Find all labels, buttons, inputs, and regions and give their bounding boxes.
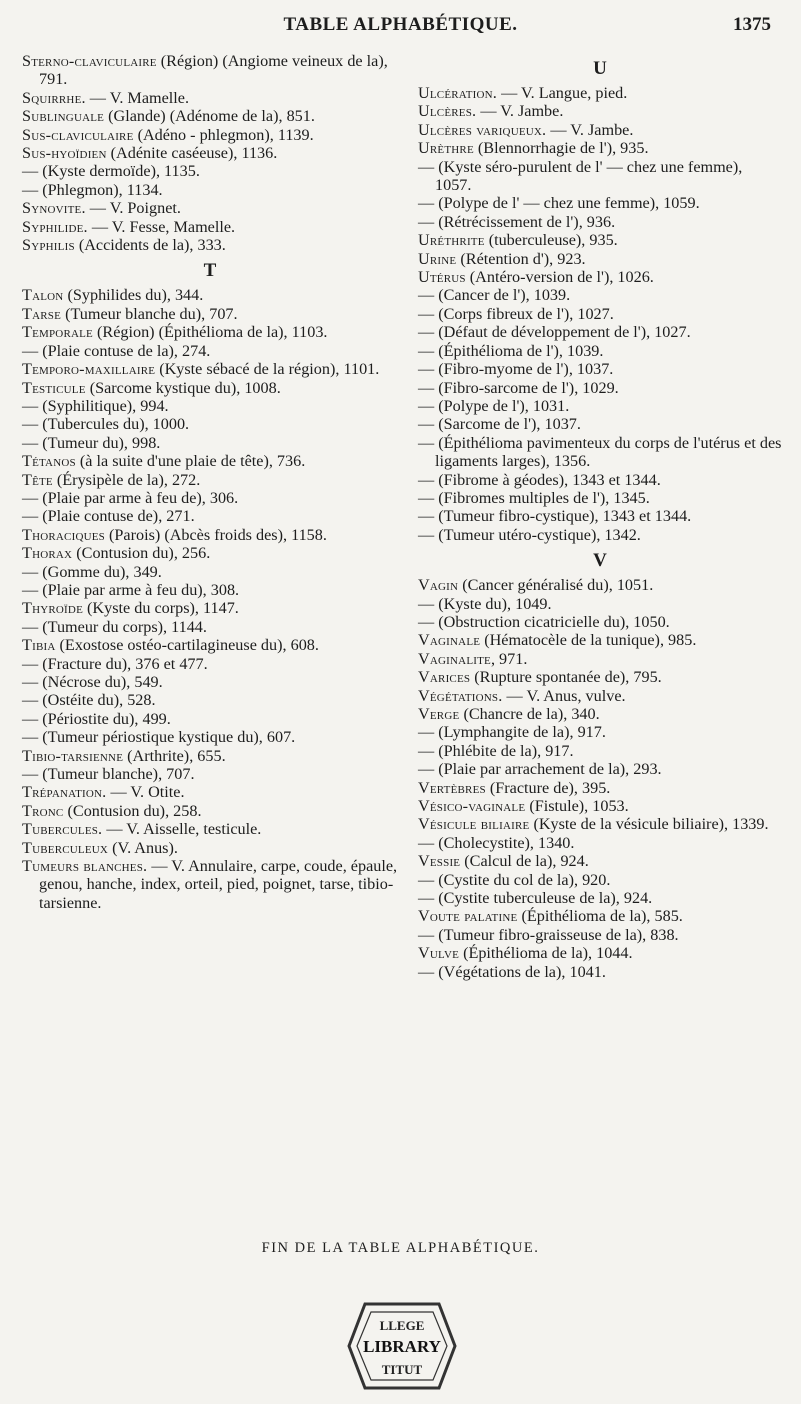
entry-text: — (Plaie par arme à feu du), 308. [22,580,240,599]
index-entry [418,944,782,962]
entry-text: — (Plaie par arme à feu de), 306. [22,488,239,507]
index-entry [418,797,782,815]
index-column-right [418,52,782,981]
entry-text: — (Phlegmon), 1134. [22,180,163,199]
entry-text: (Calcul de la), 924. [460,852,589,871]
entry-text: — (Tumeur du corps), 1144. [22,617,207,636]
index-entry [22,397,398,415]
entry-text: — (Plaie par arrachement de la), 293. [418,760,662,779]
entry-text: (Accidents de la), 333. [74,236,226,255]
index-entry [22,434,398,452]
index-entry [22,305,398,323]
entry-text: (Arthrite), 655. [123,746,226,765]
entry-text: — (Fracture du), 376 et 477. [22,654,208,673]
entry-headword: Trépanation. [22,783,107,802]
index-entry [22,507,398,525]
index-entry [418,397,782,415]
entry-text: (Antéro-version de l'), 1026. [465,268,654,287]
entry-text: — (Corps fibreux de l'), 1027. [418,304,614,323]
entry-headword: Tronc [22,801,64,820]
entry-text: (Glande) (Adénome de la), 851. [104,107,315,126]
entry-text: — (Fibrome à géodes), 1343 et 1344. [418,470,661,489]
index-entry [418,286,782,304]
index-entry [418,926,782,944]
index-entry [418,779,782,797]
entry-text: — (Végétations de la), 1041. [418,962,606,981]
entry-headword: Synovite. [22,199,86,218]
entry-text: — (Tumeur fibro-graisseuse de la), 838. [418,925,679,944]
entry-text: — (Kyste séro-purulent de l' — chez une femme), 1057. [418,157,743,195]
index-entry [22,342,398,360]
entry-text: (Érysipèle de la), 272. [52,470,201,489]
entry-text: (Exostose ostéo-cartilagineuse du), 608. [55,636,319,655]
entry-headword: Uréthrite [418,231,485,250]
index-entry [418,631,782,649]
index-entry [418,687,782,705]
entry-text: — (Tumeur blanche), 707. [22,765,195,784]
index-entry [22,599,398,617]
index-entry [418,852,782,870]
index-entry [22,710,398,728]
index-entry [418,595,782,613]
index-entry [418,907,782,925]
entry-text: — (Gomme du), 349. [22,562,162,581]
page-number: 1375 [733,14,771,35]
index-entry [418,705,782,723]
index-entry [418,650,782,668]
entry-text: — (Épithélioma de l'), 1039. [418,341,604,360]
entry-text: — V. Annulaire, carpe, coude, épaule, genou, hanche, index, orteil, pied, poignet, tarse, tibio-tarsienne. [39,857,398,912]
index-entry [22,144,398,162]
entry-headword: Sus-hyoïdien [22,144,107,163]
index-entry [418,139,782,157]
entry-text: (Région) (Épithélioma de la), 1103. [92,323,328,342]
index-entry [22,820,398,838]
entry-text: (Syphilides du), 344. [63,286,204,305]
entry-text: — (Polype de l' — chez une femme), 1059. [418,194,700,213]
index-entry [22,218,398,236]
index-entry [22,765,398,783]
entry-text: — (Ostéite du), 528. [22,691,156,710]
index-entry [418,305,782,323]
entry-text: (Épithélioma de la), 1044. [459,944,633,963]
index-entry [22,673,398,691]
entry-headword: Utérus [418,268,466,287]
entry-headword: Ulcération. [418,84,498,102]
entry-text: (Adéno - phlegmon), 1139. [133,125,314,144]
entry-headword: Temporo-maxillaire [22,360,156,379]
end-of-table-note: FIN DE LA TABLE ALPHABÉTIQUE. [261,1240,540,1256]
entry-headword: Sublinguale [22,107,105,126]
entry-text: (Fracture de), 395. [485,778,611,797]
index-entry [22,286,398,304]
index-entry [22,107,398,125]
entry-headword: Thyroïde [22,599,83,618]
index-entry [418,250,782,268]
index-entry [418,489,782,507]
index-entry [418,742,782,760]
index-entry [22,857,398,912]
index-entry [418,84,782,102]
index-entry [418,815,782,833]
index-entry [418,507,782,525]
index-entry [418,613,782,631]
entry-headword: Ulcères variqueux. [418,120,547,139]
entry-text: — (Phlébite de la), 917. [418,741,574,760]
entry-headword: Sus-claviculaire [22,125,134,144]
index-entry [22,489,398,507]
entry-text: — (Cholecystite), 1340. [418,833,575,852]
index-entry [22,162,398,180]
entry-headword: Tarse [22,304,62,323]
index-entry [418,576,782,594]
index-entry [22,236,398,254]
index-entry [418,360,782,378]
index-entry [22,563,398,581]
entry-headword: Tumeurs blanches. [22,857,148,876]
entry-headword: Temporale [22,323,93,342]
entry-headword: Varices [418,668,471,687]
entry-text: — (Tumeur fibro-cystique), 1343 et 1344. [418,507,692,526]
entry-text: — (Sarcome de l'), 1037. [418,415,581,434]
stamp-library-text: LIBRARY [363,1337,441,1356]
index-entry [22,526,398,544]
page-header [0,14,801,44]
entry-text: (V. Anus). [108,838,178,857]
index-entry [418,213,782,231]
entry-headword: Squirrhe. [22,88,86,107]
entry-headword: Urèthre [418,139,474,158]
entry-headword: Urine [418,249,457,268]
index-entry [418,723,782,741]
page-title: TABLE ALPHABÉTIQUE. [283,14,518,35]
index-entry [22,379,398,397]
library-stamp [343,1290,461,1402]
entry-text: (Parois) (Abcès froids des), 1158. [104,525,327,544]
entry-headword: Végétations. [418,686,503,705]
section-letter: V [593,550,607,572]
entry-text: (Contusion du), 258. [63,801,202,820]
index-entry [22,471,398,489]
entry-text: — (Tubercules du), 1000. [22,415,190,434]
entry-headword: Tête [22,470,53,489]
entry-text: — (Défaut de développement de l'), 1027. [418,323,691,342]
entry-text: (Sarcome kystique du), 1008. [85,378,281,397]
index-entry [22,655,398,673]
entry-text: — (Plaie contuse de), 271. [22,507,195,526]
entry-text: — (Épithélioma pavimenteux du corps de l'utérus et des ligaments larges), 1356. [418,433,782,471]
index-entry [22,839,398,857]
index-entry [418,342,782,360]
entry-headword: Vaginale [418,631,481,650]
index-entry [418,194,782,212]
entry-text: (Contusion du), 256. [72,544,211,563]
entry-text: — (Obstruction cicatricielle du), 1050. [418,612,670,631]
index-entry [22,89,398,107]
entry-text: — (Polype de l'), 1031. [418,396,570,415]
index-entry [418,379,782,397]
stamp-bottom-text: TITUT [381,1362,423,1377]
index-entry [418,158,782,195]
index-entry [22,618,398,636]
index-entry [22,691,398,709]
entry-text: — V. Fesse, Mamelle. [87,217,236,236]
entry-text: — (Syphilitique), 994. [22,396,169,415]
entry-text: (Chancre de la), 340. [459,705,600,723]
entry-headword: Vésico-vaginale [418,797,526,816]
index-entry [418,871,782,889]
entry-headword: Syphilide. [22,217,88,236]
entry-text: (Kyste sébacé de la région), 1101. [155,360,380,379]
entry-text: (à la suite d'une plaie de tête), 736. [75,452,306,471]
index-entry [418,415,782,433]
entry-headword: Thorax [22,544,73,563]
entry-text: — (Fibro-myome de l'), 1037. [418,360,614,379]
entry-text: (Fistule), 1053. [525,797,629,816]
entry-text: — (Fibro-sarcome de l'), 1029. [418,378,619,397]
entry-headword: Talon [22,286,64,305]
entry-text: — (Cancer de l'), 1039. [418,286,571,305]
entry-text: (Tumeur blanche du), 707. [61,304,238,323]
index-entry [22,544,398,562]
entry-text: (Kyste du corps), 1147. [82,599,239,618]
entry-text: — (Cystite du col de la), 920. [418,870,611,889]
entry-text: (Cancer généralisé du), 1051. [458,576,654,595]
entry-headword: Tibia [22,636,56,655]
entry-text: (Blennorrhagie de l'), 935. [473,139,649,158]
index-entry [22,783,398,801]
index-entry [418,323,782,341]
entry-text: — V. Otite. [106,783,185,802]
index-entry [22,581,398,599]
entry-text: (Kyste de la vésicule biliaire), 1339. [529,815,769,834]
index-entry [22,199,398,217]
index-entry [22,126,398,144]
entry-text: — V. Poignet. [85,199,181,218]
entry-text: — (Plaie contuse de la), 274. [22,341,211,360]
index-entry [418,121,782,139]
index-entry [418,668,782,686]
entry-text: — V. Anus, vulve. [502,686,626,705]
entry-headword: Vaginalite [418,649,491,668]
entry-text: — (Périostite du), 499. [22,709,171,728]
section-letter: U [593,58,607,79]
entry-text: (Rupture spontanée de), 795. [470,668,662,687]
entry-headword: Vertèbres [418,778,486,797]
index-column-left [22,52,398,912]
entry-headword: Tubercules. [22,820,103,839]
entry-text: , 971. [490,649,528,668]
entry-headword: Tibio-tarsienne [22,746,124,765]
entry-text: (Région) (Angiome veineux de la), 791. [39,52,388,89]
entry-text: — (Tumeur utéro-cystique), 1342. [418,525,641,544]
entry-headword: Ulcères. [418,102,477,121]
entry-text: — (Kyste du), 1049. [418,594,552,613]
entry-text: — (Tumeur du), 998. [22,433,161,452]
index-entry [418,760,782,778]
index-entry [418,434,782,471]
index-entry [22,52,398,89]
entry-text: — (Tumeur périostique kystique du), 607. [22,728,296,747]
entry-text: — (Rétrécissement de l'), 936. [418,212,616,231]
entry-text: (Rétention d'), 923. [456,249,586,268]
entry-text: (Adénite caséeuse), 1136. [106,144,278,163]
entry-headword: Sterno-claviculaire [22,52,157,70]
entry-text: — (Cystite tuberculeuse de la), 924. [418,889,653,908]
entry-text: — V. Langue, pied. [497,84,628,102]
entry-headword: Testicule [22,378,86,397]
section-letter: T [203,260,217,282]
entry-headword: Vésicule biliaire [418,815,530,834]
index-entry [22,415,398,433]
entry-text: — (Kyste dermoïde), 1135. [22,162,200,181]
index-entry [418,963,782,981]
index-entry [22,728,398,746]
entry-headword: Verge [418,705,460,723]
entry-text: — V. Aisselle, testicule. [102,820,262,839]
index-entry [22,323,398,341]
entry-headword: Vagin [418,576,459,595]
index-entry [22,360,398,378]
stamp-top-text: LLEGE [379,1318,425,1333]
index-entry [22,747,398,765]
entry-text: — (Lymphangite de la), 917. [418,723,606,742]
entry-text: — V. Jambe. [476,102,564,121]
entry-text: (Épithélioma de la), 585. [517,907,683,926]
entry-headword: Voute palatine [418,907,518,926]
index-entry [418,526,782,544]
entry-text: — V. Jambe. [546,120,634,139]
entry-headword: Thoraciques [22,525,105,544]
entry-text: (Hématocèle de la tunique), 985. [480,631,697,650]
entry-headword: Vessie [418,852,461,871]
entry-text: — (Nécrose du), 549. [22,673,163,691]
entry-text: (tuberculeuse), 935. [484,231,618,250]
entry-headword: Syphilis [22,236,75,255]
entry-headword: Vulve [418,944,460,963]
index-entry [418,471,782,489]
index-entry [418,834,782,852]
entry-text: — V. Mamelle. [85,88,190,107]
index-entry [418,889,782,907]
index-entry [418,231,782,249]
entry-headword: Tuberculeux [22,838,109,857]
index-entry [22,636,398,654]
index-entry [418,102,782,120]
entry-text: — (Fibromes multiples de l'), 1345. [418,488,650,507]
index-entry [22,181,398,199]
index-entry [22,802,398,820]
index-entry [22,452,398,470]
entry-headword: Tétanos [22,452,76,471]
index-entry [418,268,782,286]
